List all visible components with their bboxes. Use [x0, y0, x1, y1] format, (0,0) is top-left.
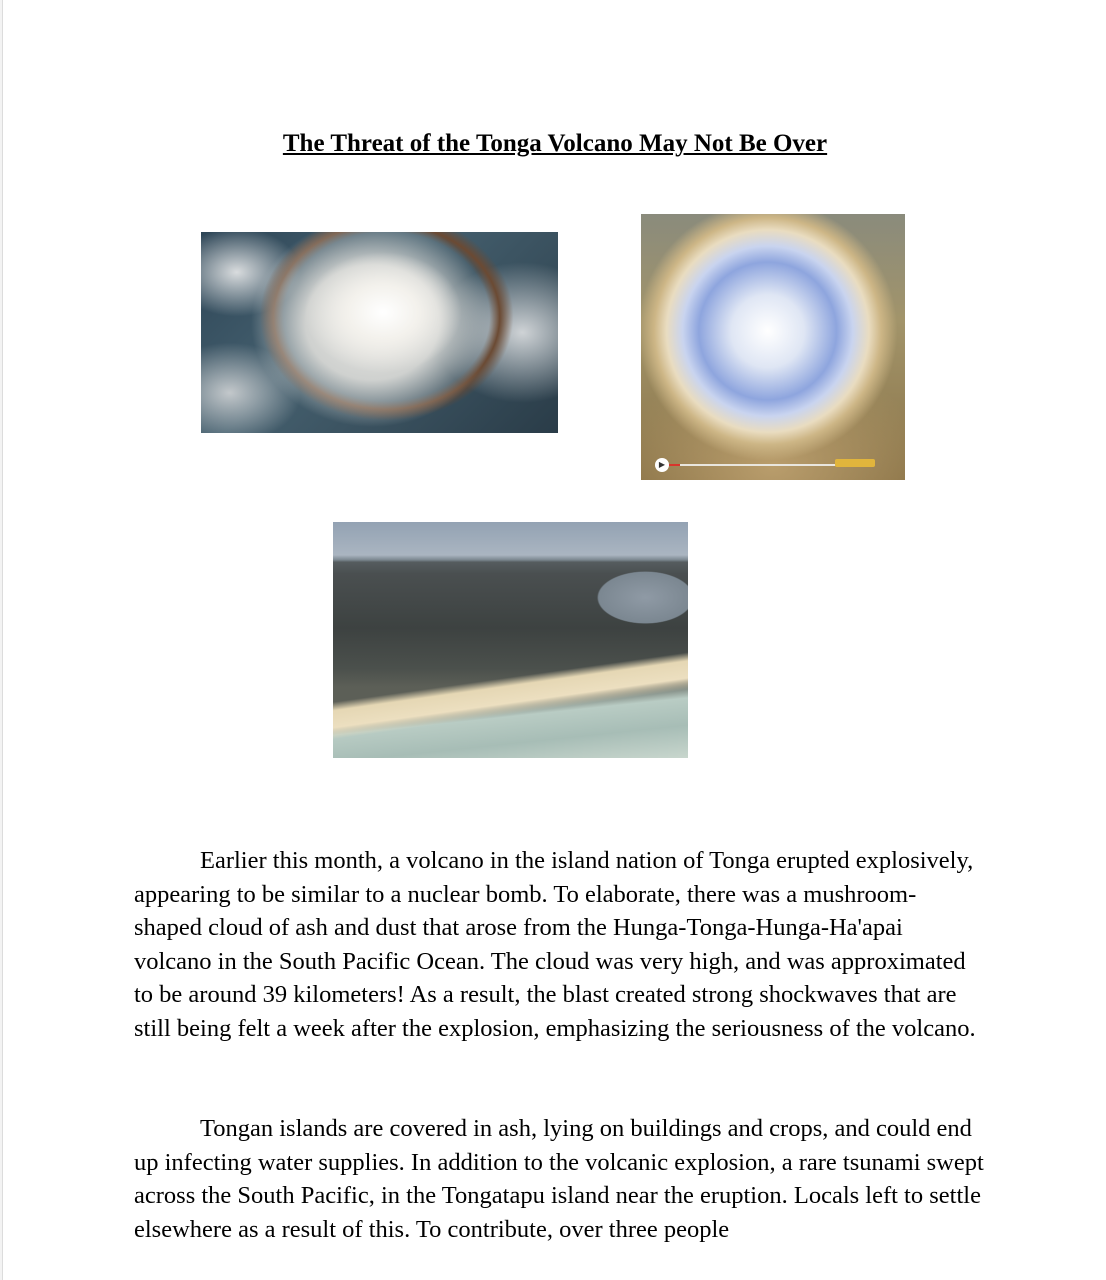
- ash-covered-island-image: [333, 522, 688, 758]
- document-page: [2, 0, 1106, 1280]
- document-title: The Threat of the Tonga Volcano May Not Be Over: [282, 130, 828, 157]
- video-progress-fill: [669, 464, 680, 466]
- body-paragraph: Earlier this month, a volcano in the island nation of Tonga erupted explosively, appearing to be similar to a nuclear bomb. To elaborate, there was a mushroom-shaped cloud of ash and dust that arose from the Hunga-Tonga-Hunga-Ha'apai volcano in the South Pacific Ocean. The cloud was very high, and was approximated to be around 39 kilometers! As a result, the blast created strong shockwaves that are still being felt a week after the explosion, emphasizing the seriousness of the volcano.: [134, 847, 976, 1042]
- body-paragraph: Tongan islands are covered in ash, lying on buildings and crops, and could end up infecting water supplies. In addition to the volcanic explosion, a rare tsunami swept across the South Pacific, in the Tongatapu island near the eruption. Locals left to settle elsewhere as a result of this. To contribute, over three people: [134, 1115, 984, 1243]
- play-icon[interactable]: ▶: [655, 458, 669, 472]
- video-progress-bar[interactable]: [669, 464, 859, 466]
- quality-badge[interactable]: [835, 459, 875, 467]
- satellite-eruption-image: [201, 232, 558, 433]
- eruption-plume-video-frame[interactable]: [641, 214, 905, 480]
